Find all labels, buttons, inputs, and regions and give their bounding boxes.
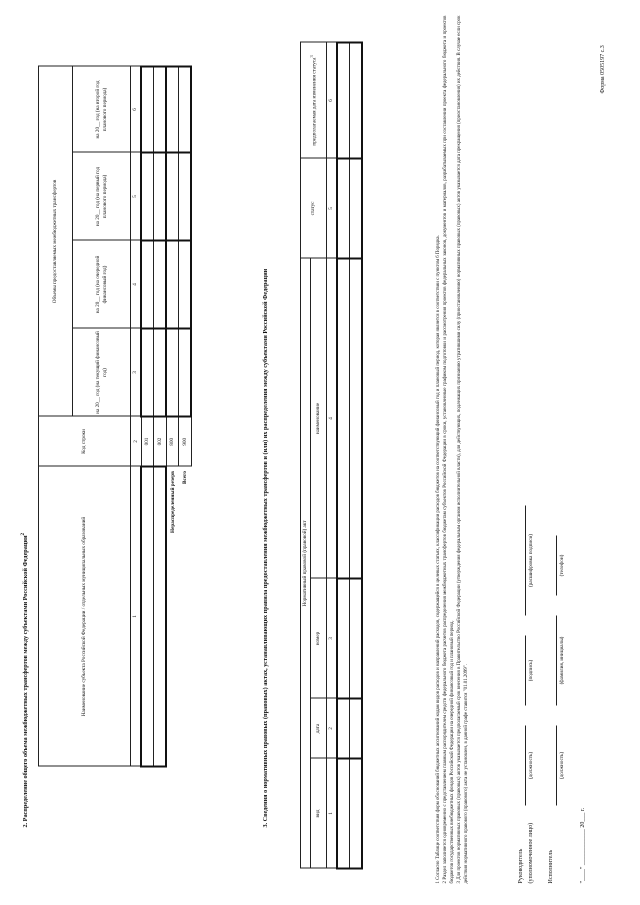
header-act-number: номер [311,578,327,698]
col-number: 6 [327,42,338,158]
act-type-cell[interactable] [350,758,363,868]
row-code-cell: 900 [179,416,192,466]
footnote-mark-3: 3 [308,54,314,58]
value-cell[interactable] [166,240,179,328]
col-number: 6 [131,66,142,152]
header-year-first-plan: на 20__ год (на первый год планового периода) [73,152,131,240]
header-row-code: Код строки [39,416,131,466]
value-cell[interactable] [154,66,167,152]
value-cell[interactable] [141,66,154,152]
section-3-title: 3. Сведения о нормативных правовых (правовых) актах, устанавливающих правила предоставления межбюджетных трансфертов и (или) их распределения между субъектами Российской Федерации [262,268,269,827]
header-act-name: наименование [311,258,327,578]
value-cell[interactable] [141,240,154,328]
form-code: Форма 0505197 с.3 [600,44,606,93]
head-decoding-line[interactable] [525,505,526,615]
executor-position-caption: (должность) [559,751,565,779]
value-cell[interactable] [154,328,167,416]
col-number: 4 [327,258,338,578]
executor-phone-caption: (телефон) [559,554,565,576]
act-number-cell[interactable] [337,578,350,698]
value-cell[interactable] [166,152,179,240]
value-cell[interactable] [179,152,192,240]
value-cell[interactable] [166,328,179,416]
total-label: Всего [181,470,188,484]
value-cell[interactable] [154,240,167,328]
col-number: 2 [327,698,338,758]
act-date-cell[interactable] [337,698,350,758]
act-date-cell[interactable] [350,698,363,758]
header-act-date: дата [311,698,327,758]
header-year-next: на 20__ год (на очередной финансовый год) [73,240,131,328]
executor-position-line[interactable] [556,725,557,805]
header-region-name: Наименование субъекта Российской Федерации / отдельных муниципальных образований [39,466,131,766]
header-year-second-plan: на 20__ год (на второй год планового периода) [73,66,131,152]
header-status-date-text: предполагаемая дата изменения статуса [311,57,318,146]
act-status-cell[interactable] [337,158,350,258]
region-name-cell[interactable] [154,466,167,766]
col-number: 2 [131,416,142,466]
value-cell[interactable] [141,328,154,416]
section-2-title-text: 2. Распределение общего объема межбюджетных трансфертов между субъектами Российской Федерации [22,534,30,827]
col-number: 3 [131,328,142,416]
act-name-cell[interactable] [350,258,363,578]
footnotes [436,15,471,883]
table-row [154,66,167,766]
col-number: 5 [131,152,142,240]
table-row [350,42,363,868]
head-position-line[interactable] [525,725,526,805]
region-name-cell[interactable] [141,466,154,766]
table-row [141,66,154,766]
head-decoding-caption: (расшифровка подписи) [528,533,534,587]
act-type-cell[interactable] [337,758,350,868]
section-2-title [20,532,30,827]
row-code-cell: 002 [154,416,167,466]
legal-acts-table [300,41,363,869]
footnote-3: 3 Для проектов нормативных правовых (правовых) актов указывается предполагаемый срок внесения в Правительство Российской Федерации (утверждения федеральным органом исполнительной власти), для действующих, подлежащих признанию утратившими силу (приостановлению) нормативных правовых (правовых) актов указывается дата прекращения (приостановления) их действия. В случае если срок действия нормативного правового (правового) акта не установлен, в данной графе ставится "01.01.2099". [457,15,469,883]
head-signature-caption: (подпись) [528,659,534,681]
head-label: Руководитель [518,848,524,883]
header-year-current: на 20__ год (на текущий финансовый год) [73,328,131,416]
value-cell[interactable] [141,152,154,240]
value-cell[interactable] [179,328,192,416]
col-number: 5 [327,158,338,258]
executor-fio-line[interactable] [556,615,557,705]
header-transfer-volumes: Объемы предоставляемых межбюджетных трансфертов [39,66,73,416]
executor-label: Исполнитель [548,849,554,883]
executor-phone-line[interactable] [556,535,557,595]
act-number-cell[interactable] [350,578,363,698]
header-legal-act: Нормативный правовой (правовой) акт [301,258,311,868]
header-status: статус [301,158,327,258]
distribution-table [38,65,192,767]
head-sublabel: (уполномоченное лицо) [528,822,534,883]
col-number: 1 [327,758,338,868]
act-name-cell[interactable] [337,258,350,578]
executor-fio-caption: (фамилия, инициалы) [559,636,565,684]
table-row-total [179,66,192,766]
row-code-cell: 001 [141,416,154,466]
header-act-type: вид [311,758,327,868]
footnote-mark-2: 2 [20,532,26,535]
table-row-reserve [166,66,179,766]
row-code-cell: 800 [166,416,179,466]
value-cell[interactable] [179,240,192,328]
col-number: 1 [131,466,142,766]
value-cell[interactable] [166,66,179,152]
header-status-date [301,42,327,158]
value-cell[interactable] [154,152,167,240]
date-line[interactable]: "____" ____________ 20___ г. [580,807,586,883]
table-row [337,42,350,868]
act-status-date-cell[interactable] [350,42,363,158]
col-number: 4 [131,240,142,328]
act-status-date-cell[interactable] [337,42,350,158]
value-cell[interactable] [179,66,192,152]
col-number: 3 [327,578,338,698]
footnote-2: 2 Раздел заполняется одновременно с представлением главным распорядителем средств федерального бюджета расчетов распределения межбюджетных трансфертов бюджетам субъектов Российской Федерации в сроки, установленные графиком подготовки и рассмотрения проектов федеральных законов, документов и материалов, разрабатываемых при составлении проекта федерального бюджета и проектов бюджетов государственных внебюджетных фондов Российской Федерации на очередной финансовый год и плановый период. [443,15,455,883]
footnote-1: 1 Согласно Таблице соответствия форм обоснований бюджетных ассигнований кодам видов расходов и направлений расходов, содержащейся в целевых статьях, классификации расходов бюджетов на соответствующий финансовый год и плановый период, которая является в соответствии с пунктом 6 Порядка. [436,234,441,883]
head-signature-line[interactable] [525,635,526,705]
reserve-label: Нераспределенный резерв [169,470,176,533]
act-status-cell[interactable] [350,158,363,258]
head-position-caption: (должность) [528,751,534,779]
